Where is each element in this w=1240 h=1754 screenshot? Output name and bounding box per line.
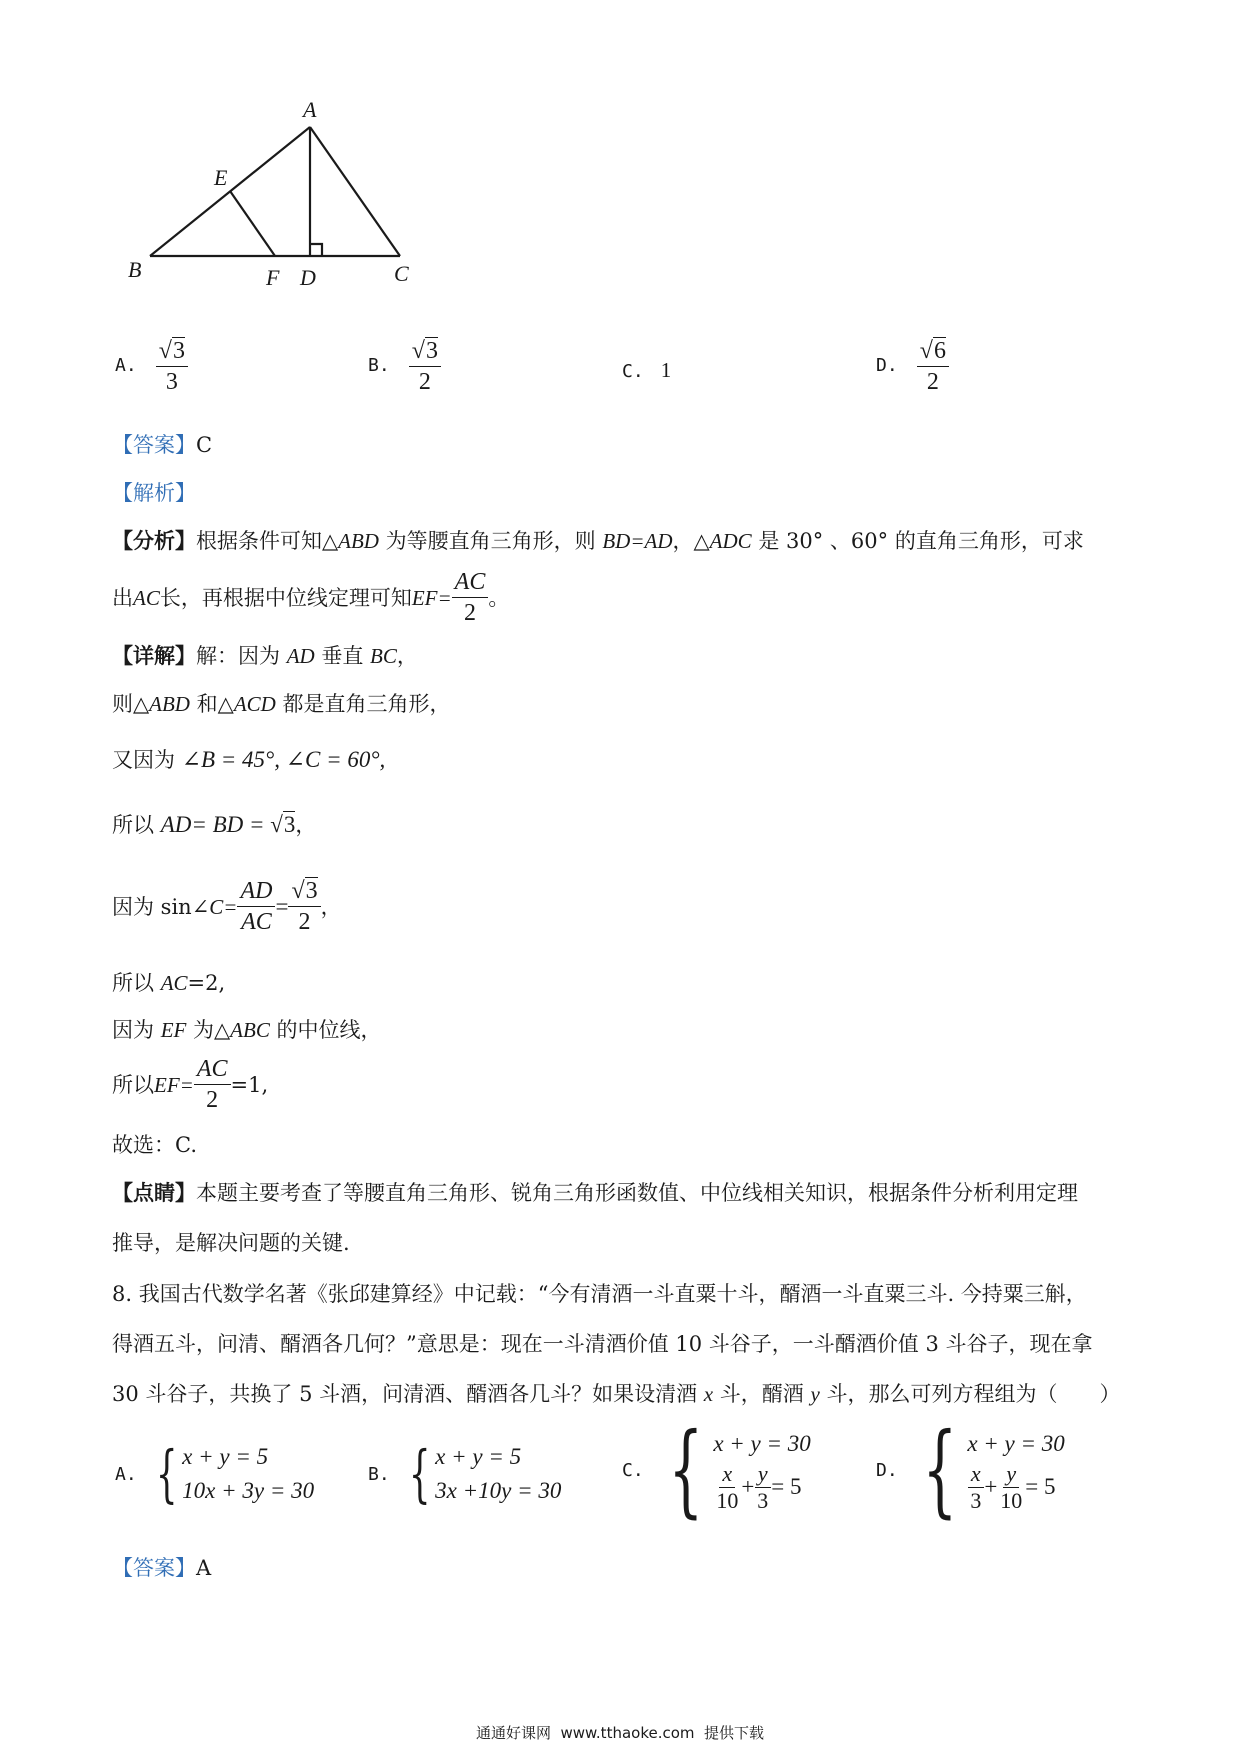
q8-line2: 得酒五斗，问清、醑酒各几何？”意思是：现在一斗清酒价值 10 斗谷子，一斗醑酒价值 3 斗谷子，现在拿 bbox=[112, 1332, 1093, 1356]
side-ac bbox=[310, 127, 400, 256]
q8-option-a: A. { x + y = 5 10x + 3y = 30 bbox=[115, 1437, 315, 1510]
label-b: B bbox=[128, 257, 142, 282]
midline-ef bbox=[230, 191, 275, 256]
answer-value: C bbox=[196, 433, 213, 457]
option-a-den: 3 bbox=[165, 369, 178, 395]
q7-xiangjie-line5: 因为 sin∠ C= $\frac{AD}{AC}$ = $\frac{√3}{2}$ ， bbox=[112, 878, 342, 935]
q8-option-b: B. { x + y = 5 3x +10y = 30 bbox=[368, 1437, 562, 1510]
label-d: D bbox=[300, 265, 316, 290]
option-a-eq1: x + y = 5 bbox=[182, 1444, 269, 1469]
q8-line3: 30 斗谷子，共换了 5 斗酒，问清酒、醑酒各几斗？如果设清酒 x 斗，醑酒 y 斗，那么可列方程组为（ ） bbox=[112, 1382, 1121, 1406]
option-b-den: 2 bbox=[418, 369, 431, 395]
option-d-eq1: x + y = 30 bbox=[967, 1430, 1065, 1456]
q7-xiangjie-line3: 又因为 ∠B = 45°, ∠C = 60°, bbox=[112, 747, 386, 772]
q7-xiangjie-line2: 则△ABD 和△ACD 都是直角三角形， bbox=[112, 692, 451, 716]
option-b-eq1: x + y = 5 bbox=[435, 1444, 522, 1469]
option-b-radicand: 3 bbox=[425, 338, 438, 364]
q7-option-a: A. $\frac{√3}{3}$ bbox=[115, 336, 188, 397]
q7-dianjing-line2: 推导，是解决问题的关键. bbox=[112, 1231, 350, 1255]
q7-option-c bbox=[622, 358, 671, 383]
q8-option-c: C. { x + y = 30 $\frac{x}{10}$ + $\frac{y}{3}$ = 5 bbox=[622, 1411, 811, 1528]
q7-option-b: B. $\frac{√3}{2}$ bbox=[368, 336, 441, 397]
answer-value: A bbox=[196, 1556, 212, 1580]
option-a-radicand: 3 bbox=[172, 338, 185, 364]
label-e: E bbox=[214, 165, 228, 190]
q7-xiangjie-line1: 【详解】解：因为 AD 垂直 BC， bbox=[112, 643, 418, 668]
q7-dianjing-line1: 【点睛】本题主要考查了等腰直角三角形、锐角三角形函数值、中位线相关知识，根据条件分析利用定理 bbox=[112, 1180, 1078, 1205]
option-c-eq1: x + y = 30 bbox=[713, 1430, 811, 1456]
page-footer: 通通好课网 www.tthaoke.com 提供下载 bbox=[475, 1724, 765, 1742]
q7-answer: 【答案】C bbox=[112, 433, 213, 457]
q7-xiangjie-line7: 因为 EF 为△ABC 的中位线， bbox=[112, 1018, 382, 1042]
option-label: D. bbox=[876, 355, 898, 376]
option-d-radicand: 6 bbox=[933, 338, 946, 364]
q8-answer: 【答案】A bbox=[112, 1556, 212, 1580]
q7-xiangjie-line4: 所以 AD= BD = √3， bbox=[112, 812, 317, 837]
option-b-eq2: 3x +10y = 30 bbox=[435, 1478, 562, 1503]
triangle-figure bbox=[110, 95, 430, 325]
q7-xiangjie-line6: 所以 AC=2, bbox=[112, 971, 226, 995]
option-label: B. bbox=[368, 355, 390, 376]
q7-fenxi-line2: 出 AC 长，再根据中位线定理可知 EF= $\frac{AC}{2}$ 。 bbox=[112, 569, 510, 626]
label-c: C bbox=[394, 261, 409, 286]
option-d-den: 2 bbox=[926, 369, 939, 395]
q7-fenxi-line1: 【分析】根据条件可知△ABD 为等腰直角三角形，则 BD=AD，△ADC 是 30° 、60° 的直角三角形，可求 bbox=[112, 528, 1084, 553]
q8-line1: 8. 我国古代数学名著《张邱建算经》中记载：“今有清酒一斗直粟十斗，醑酒一斗直粟三斗. 今持粟三斛， bbox=[112, 1282, 1087, 1306]
q7-xiangjie-line8: 所以 EF= $\frac{AC}{2}$ =1, bbox=[112, 1056, 269, 1113]
q7-analysis-tag: 【解析】 bbox=[112, 481, 196, 505]
q8-option-d: D. { x + y = 30 $\frac{x}{3}$ + $\frac{y}{10}$ = 5 bbox=[876, 1411, 1065, 1528]
label-f: F bbox=[266, 265, 280, 290]
option-c-value: 1 bbox=[660, 358, 672, 382]
right-angle-mark bbox=[310, 244, 322, 256]
option-a-eq2: 10x + 3y = 30 bbox=[182, 1478, 315, 1503]
q7-option-d: D. $\frac{√6}{2}$ bbox=[876, 336, 949, 397]
label-a: A bbox=[303, 97, 317, 122]
q7-xiangjie-line9: 故选：C. bbox=[112, 1133, 197, 1157]
option-label: C. bbox=[622, 361, 644, 382]
option-label: A. bbox=[115, 355, 137, 376]
